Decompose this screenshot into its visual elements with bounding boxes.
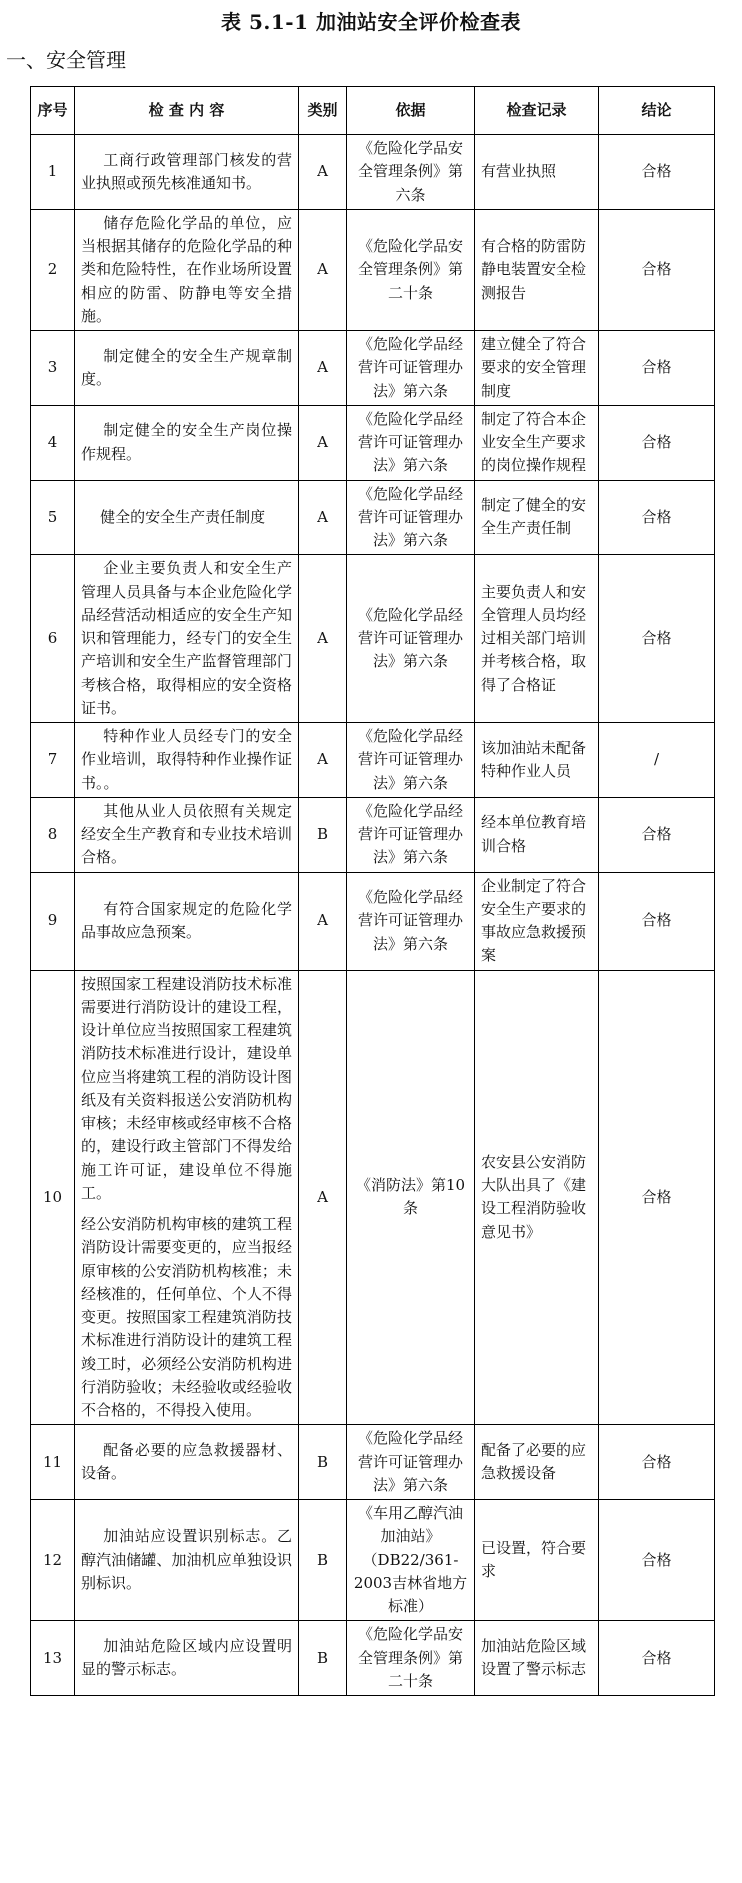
check-content-paragraph: 有符合国家规定的危险化学品事故应急预案。 xyxy=(81,899,292,941)
result: 合格 xyxy=(599,1621,715,1696)
check-content-paragraph: 储存危险化学品的单位，应当根据其储存的危险化学品的种类和危险特性，在作业场所设置相应的防雷、防静电等安全措施。 xyxy=(81,213,292,325)
row-number: 11 xyxy=(31,1425,75,1500)
basis: 《危险化学品经营许可证管理办法》第六条 xyxy=(347,331,475,406)
table-row xyxy=(31,209,715,330)
check-content-paragraph: 特种作业人员经专门的安全作业培训，取得特种作业操作证书。。 xyxy=(81,727,292,792)
row-number: 6 xyxy=(31,555,75,723)
check-record: 有合格的防雷防静电装置安全检测报告 xyxy=(475,209,599,330)
check-record: 配备了必要的应急救援设备 xyxy=(475,1425,599,1500)
row-number: 7 xyxy=(31,723,75,798)
result: 合格 xyxy=(599,555,715,723)
check-record: 农安县公安消防大队出具了《建设工程消防验收意见书》 xyxy=(475,970,599,1425)
table-row xyxy=(31,872,715,970)
result: 合格 xyxy=(599,1425,715,1500)
basis: 《危险化学品经营许可证管理办法》第六条 xyxy=(347,555,475,723)
check-content xyxy=(75,723,299,798)
basis: 《危险化学品安全管理条例》第二十条 xyxy=(347,1621,475,1696)
table-row xyxy=(31,723,715,798)
check-content xyxy=(75,1425,299,1500)
result: 合格 xyxy=(599,970,715,1425)
basis: 《危险化学品安全管理条例》第六条 xyxy=(347,135,475,210)
check-content xyxy=(75,970,299,1425)
table-row xyxy=(31,480,715,555)
check-record: 制定了符合本企业安全生产要求的岗位操作规程 xyxy=(475,405,599,480)
basis: 《危险化学品经营许可证管理办法》第六条 xyxy=(347,872,475,970)
check-record: 加油站危险区域设置了警示标志 xyxy=(475,1621,599,1696)
check-record: 已设置，符合要求 xyxy=(475,1500,599,1621)
category: A xyxy=(299,970,347,1425)
category: B xyxy=(299,1425,347,1500)
result: 合格 xyxy=(599,797,715,872)
check-content xyxy=(75,209,299,330)
row-number: 1 xyxy=(31,135,75,210)
table-row xyxy=(31,1500,715,1621)
table-row xyxy=(31,555,715,723)
check-content-paragraph: 工商行政管理部门核发的营业执照或预先核准通知书。 xyxy=(81,150,292,192)
result: 合格 xyxy=(599,135,715,210)
table-row xyxy=(31,331,715,406)
result: 合格 xyxy=(599,331,715,406)
check-record: 有营业执照 xyxy=(475,135,599,210)
row-number: 13 xyxy=(31,1621,75,1696)
check-content-paragraph: 按照国家工程建设消防技术标准需要进行消防设计的建设工程，设计单位应当按照国家工程建筑消防技术标准进行设计，建设单位应当将建筑工程的消防设计图纸及有关资料报送公安消防机构审核；未经审核或经审核不合格的，建设行政主管部门不得发给施工许可证，建设单位不得施工。 xyxy=(81,974,292,1202)
result: / xyxy=(599,723,715,798)
table-body xyxy=(31,135,715,1696)
basis: 《危险化学品经营许可证管理办法》第六条 xyxy=(347,405,475,480)
category: A xyxy=(299,872,347,970)
check-record: 主要负责人和安全管理人员均经过相关部门培训并考核合格，取得了合格证 xyxy=(475,555,599,723)
check-content-paragraph: 健全的安全生产责任制度 xyxy=(81,507,266,526)
check-content xyxy=(75,135,299,210)
basis: 《危险化学品经营许可证管理办法》第六条 xyxy=(347,1425,475,1500)
check-content xyxy=(75,405,299,480)
header-basis: 依据 xyxy=(347,87,475,135)
check-content xyxy=(75,331,299,406)
check-content-paragraph: 配备必要的应急救援器材、设备。 xyxy=(81,1440,292,1483)
row-number: 9 xyxy=(31,872,75,970)
row-number: 10 xyxy=(31,970,75,1425)
header-content: 检 查 内 容 xyxy=(75,87,299,135)
category: A xyxy=(299,209,347,330)
check-content xyxy=(75,480,299,555)
basis: 《危险化学品经营许可证管理办法》第六条 xyxy=(347,797,475,872)
row-number: 12 xyxy=(31,1500,75,1621)
basis: 《危险化学品经营许可证管理办法》第六条 xyxy=(347,723,475,798)
row-number: 4 xyxy=(31,405,75,480)
basis: 《消防法》第10条 xyxy=(347,970,475,1425)
check-content-paragraph: 经公安消防机构审核的建筑工程消防设计需要变更的，应当报经原审核的公安消防机构核准；未经核准的，任何单位、个人不得变更。按照国家工程建筑消防技术标准进行消防设计的建筑工程竣工时，必须经公安消防机构进行消防验收；未经验收或经验收不合格的，不得投入使用。 xyxy=(81,1215,292,1419)
category: A xyxy=(299,555,347,723)
row-number: 8 xyxy=(31,797,75,872)
basis: 《车用乙醇汽油加油站》（DB22/361-2003吉林省地方标准） xyxy=(347,1500,475,1621)
basis: 《危险化学品经营许可证管理办法》第六条 xyxy=(347,480,475,555)
table-row xyxy=(31,970,715,1425)
table-title: 表 5.1-1 加油站安全评价检查表 xyxy=(221,10,521,34)
category: A xyxy=(299,480,347,555)
check-content-paragraph: 制定健全的安全生产岗位操作规程。 xyxy=(81,421,292,463)
check-content xyxy=(75,1621,299,1696)
header-category: 类别 xyxy=(299,87,347,135)
check-content-paragraph: 加油站应设置识别标志。乙醇汽油储罐、加油机应单独设识别标识。 xyxy=(81,1527,292,1592)
row-number: 3 xyxy=(31,331,75,406)
check-record: 制定了健全的安全生产责任制 xyxy=(475,480,599,555)
table-row xyxy=(31,1425,715,1500)
category: A xyxy=(299,135,347,210)
check-record: 建立健全了符合要求的安全管理制度 xyxy=(475,331,599,406)
check-content-paragraph: 企业主要负责人和安全生产管理人员具备与本企业危险化学品经营活动相适应的安全生产知识和管理能力，经专门的安全生产培训和安全生产监督管理部门考核合格，取得相应的安全资格证书。 xyxy=(81,559,292,717)
safety-checklist-table xyxy=(30,86,715,1696)
result: 合格 xyxy=(599,209,715,330)
row-number: 5 xyxy=(31,480,75,555)
check-content-paragraph: 制定健全的安全生产规章制度。 xyxy=(81,346,292,388)
check-content xyxy=(75,797,299,872)
table-row xyxy=(31,1621,715,1696)
category: A xyxy=(299,331,347,406)
result: 合格 xyxy=(599,1500,715,1621)
check-content-paragraph: 加油站危险区域内应设置明显的警示标志。 xyxy=(81,1636,292,1679)
result: 合格 xyxy=(599,480,715,555)
table-row xyxy=(31,135,715,210)
result: 合格 xyxy=(599,872,715,970)
check-content xyxy=(75,872,299,970)
section-heading: 一、安全管理 xyxy=(6,48,126,72)
table-header-row xyxy=(31,87,715,135)
category: B xyxy=(299,797,347,872)
check-content-paragraph: 其他从业人员依照有关规定经安全生产教育和专业技术培训合格。 xyxy=(81,801,292,867)
header-result: 结论 xyxy=(599,87,715,135)
basis: 《危险化学品安全管理条例》第二十条 xyxy=(347,209,475,330)
check-content xyxy=(75,555,299,723)
result: 合格 xyxy=(599,405,715,480)
row-number: 2 xyxy=(31,209,75,330)
table-row xyxy=(31,797,715,872)
check-record: 企业制定了符合安全生产要求的事故应急救援预案 xyxy=(475,872,599,970)
category: A xyxy=(299,405,347,480)
check-record: 该加油站未配备特种作业人员 xyxy=(475,723,599,798)
category: A xyxy=(299,723,347,798)
check-content xyxy=(75,1500,299,1621)
check-record: 经本单位教育培训合格 xyxy=(475,797,599,872)
header-no: 序号 xyxy=(31,87,75,135)
category: B xyxy=(299,1621,347,1696)
table-row xyxy=(31,405,715,480)
category: B xyxy=(299,1500,347,1621)
header-record: 检查记录 xyxy=(475,87,599,135)
